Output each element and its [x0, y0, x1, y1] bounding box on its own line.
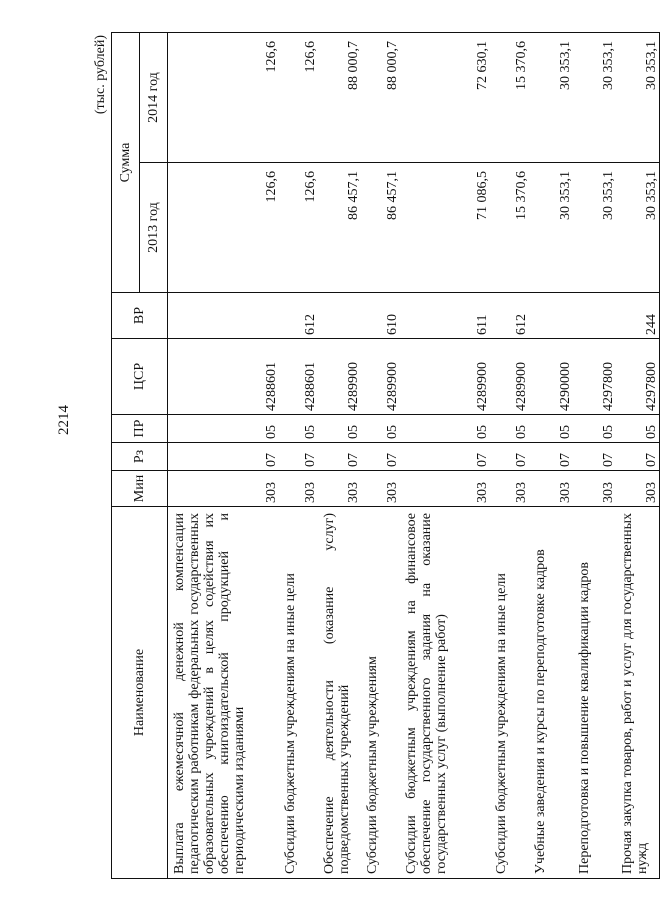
cell-name: Переподготовка и повышение квалификации кадров [573, 507, 616, 879]
cell-rz: 07 [168, 443, 279, 471]
cell-name: Выплата ежемесячной денежной компенсации педагогическим работникам федеральных государственных образовательных учреждений в целях содействия их обеспечению книгоиздательской продукцией и периодическими изданиями [168, 507, 279, 879]
cell-rz: 07 [573, 443, 616, 471]
cell-2013: 71 086,5 [400, 163, 490, 293]
header-sum: Сумма [112, 33, 140, 293]
cell-vr: 612 [279, 293, 318, 339]
cell-pr: 05 [279, 415, 318, 443]
table-row [400, 33, 490, 879]
cell-vr [168, 293, 279, 339]
header-name: Наименование [112, 507, 168, 879]
cell-csr: 4297800 [616, 339, 660, 415]
cell-pr: 05 [400, 415, 490, 443]
header-vr: ВР [112, 293, 168, 339]
header-csr: ЦСР [112, 339, 168, 415]
cell-2014: 15 370,6 [490, 33, 529, 163]
cell-min: 303 [168, 471, 279, 507]
cell-name: Обеспечение деятельности (оказание услуг) подведомственных учреждений [318, 507, 361, 879]
cell-vr [529, 293, 573, 339]
table-row [529, 33, 573, 879]
table-row [318, 33, 361, 879]
cell-csr: 4290000 [529, 339, 573, 415]
cell-2013: 30 353,1 [529, 163, 573, 293]
cell-rz: 07 [616, 443, 660, 471]
cell-min: 303 [573, 471, 616, 507]
cell-2014: 30 353,1 [573, 33, 616, 163]
cell-min: 303 [529, 471, 573, 507]
cell-2013: 30 353,1 [616, 163, 660, 293]
cell-vr: 610 [361, 293, 400, 339]
header-2014: 2014 год [140, 33, 168, 163]
table-row [573, 33, 616, 879]
cell-min: 303 [400, 471, 490, 507]
cell-pr: 05 [318, 415, 361, 443]
cell-pr: 05 [490, 415, 529, 443]
cell-csr: 4288601 [279, 339, 318, 415]
cell-pr: 05 [616, 415, 660, 443]
table-row [361, 33, 400, 879]
cell-csr: 4297800 [573, 339, 616, 415]
cell-name: Субсидии бюджетным учреждениям на иные цели [279, 507, 318, 879]
cell-csr: 4288601 [168, 339, 279, 415]
cell-min: 303 [361, 471, 400, 507]
cell-csr: 4289900 [400, 339, 490, 415]
units-label: (тыс. рублей) [93, 35, 108, 115]
cell-rz: 07 [490, 443, 529, 471]
cell-2014: 126,6 [279, 33, 318, 163]
page-number: 2214 [56, 405, 72, 435]
cell-rz: 07 [400, 443, 490, 471]
cell-2013: 86 457,1 [361, 163, 400, 293]
cell-vr [318, 293, 361, 339]
cell-2013: 86 457,1 [318, 163, 361, 293]
cell-min: 303 [490, 471, 529, 507]
cell-pr: 05 [529, 415, 573, 443]
cell-2014: 30 353,1 [529, 33, 573, 163]
cell-csr: 4289900 [318, 339, 361, 415]
cell-name: Субсидии бюджетным учреждениям на финансовое обеспечение государственного задания на оказание государственных услуг (выполнение работ) [400, 507, 490, 879]
cell-name: Прочая закупка товаров, работ и услуг для государственных нужд [616, 507, 660, 879]
header-pr: ПР [112, 415, 168, 443]
cell-min: 303 [279, 471, 318, 507]
cell-min: 303 [616, 471, 660, 507]
cell-pr: 05 [168, 415, 279, 443]
cell-rz: 07 [361, 443, 400, 471]
cell-2014: 30 353,1 [616, 33, 660, 163]
cell-name: Учебные заведения и курсы по переподготовке кадров [529, 507, 573, 879]
cell-2014: 88 000,7 [361, 33, 400, 163]
cell-rz: 07 [318, 443, 361, 471]
cell-2013: 15 370,6 [490, 163, 529, 293]
cell-pr: 05 [573, 415, 616, 443]
cell-csr: 4289900 [361, 339, 400, 415]
header-min: Мин [112, 471, 168, 507]
cell-name: Субсидии бюджетным учреждениям [361, 507, 400, 879]
cell-pr: 05 [361, 415, 400, 443]
header-2013: 2013 год [140, 163, 168, 293]
table-row [168, 33, 279, 879]
cell-rz: 07 [529, 443, 573, 471]
table-row [490, 33, 529, 879]
cell-2014: 126,6 [168, 33, 279, 163]
rotated-page-content [93, 29, 659, 879]
cell-csr: 4289900 [490, 339, 529, 415]
cell-2013: 126,6 [168, 163, 279, 293]
table-row [279, 33, 318, 879]
cell-rz: 07 [279, 443, 318, 471]
cell-2013: 30 353,1 [573, 163, 616, 293]
cell-name: Субсидии бюджетным учреждениям на иные цели [490, 507, 529, 879]
budget-table [111, 32, 660, 879]
header-rz: Рз [112, 443, 168, 471]
cell-vr: 612 [490, 293, 529, 339]
cell-vr [573, 293, 616, 339]
cell-2014: 72 630,1 [400, 33, 490, 163]
cell-vr: 611 [400, 293, 490, 339]
cell-min: 303 [318, 471, 361, 507]
cell-2014: 88 000,7 [318, 33, 361, 163]
table-row [616, 33, 660, 879]
cell-2013: 126,6 [279, 163, 318, 293]
cell-vr: 244 [616, 293, 660, 339]
